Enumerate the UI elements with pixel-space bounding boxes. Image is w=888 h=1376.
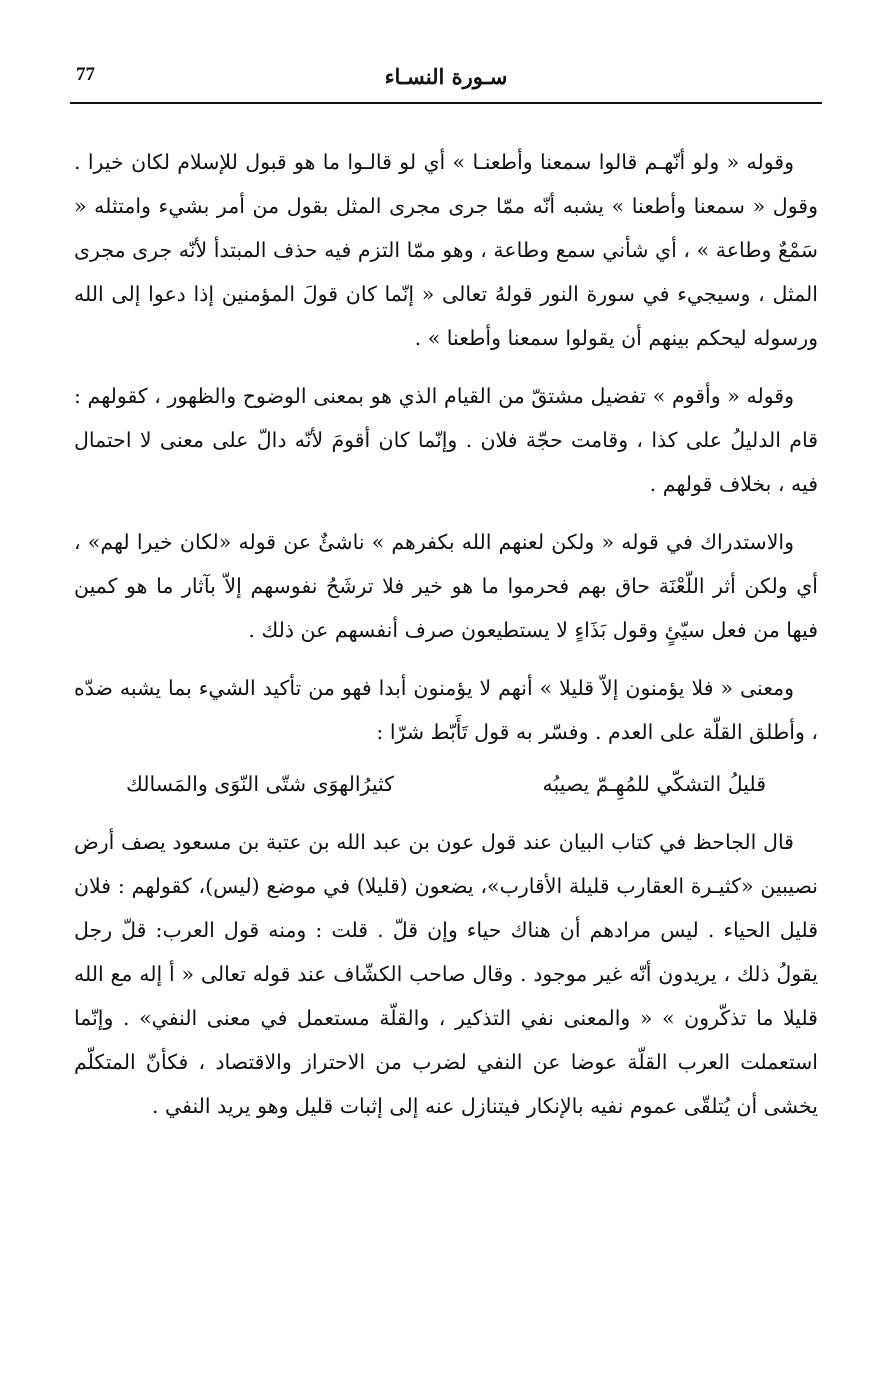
- verse-first-hemistich: قليلُ التشكّي للمُهِـمّ يصيبُه: [542, 772, 766, 796]
- page-number: 77: [76, 64, 95, 85]
- running-title: سـورة النسـاء: [384, 64, 508, 89]
- paragraph-4: ومعنى « فلا يؤمنون إلاّ قليلا » أنهم لا يؤمنون أبدا فهو من تأكيد الشيء بما يشبه ضدّه ، وأطلق القلّة على العدم . وفسّر به قول تَأَبّط شرّا :: [74, 676, 818, 744]
- paragraph-1: وقوله « ولو أنّهـم قالوا سمعنا وأطعنـا » أي لو قالـوا ما هو قبول للإسلام لكان خيرا . وقول « سمعنا وأطعنا » يشبه أنّه ممّا جرى مجرى المثل بقول من أمر بشيء وامتثله « سَمْعٌ وطاعة » ، أي شأني سمع وطاعة ، وهو ممّا التزم فيه حذف المبتدأ لأنّه جرى مجرى المثل ، وسيجيء في سورة النور قولهُ تعالى « إنّما كان قولَ المؤمنين إذا دعوا إلى الله ورسوله ليحكم بينهم أن يقولوا سمعنا وأطعنا » .: [74, 150, 818, 350]
- paragraph-5: قال الجاحظ في كتاب البيان عند قول عون بن عبد الله بن عتبة بن مسعود يصف أرض نصيبين «كثيـرة العقارب قليلة الأقارب»، يضعون (قليلا) في موضع (ليس)، كقولهم : فلان قليل الحياء . ليس مرادهم أن هناك حياء وإن قلّ . قلت : ومنه قول العرب: قلّ رجل يقولُ ذلك ، يريدون أنّه غير موجود . وقال صاحب الكشّاف عند قوله تعالى « أ إله مع الله قليلا ما تذكّرون » « والمعنى نفي التذكير ، والقلّة مستعمل في معنى النفي» . وإنّما استعملت العرب القلّة عوضا عن النفي لضرب من الاحتراز والاقتصاد ، فكأنّ المتكلّم يخشى أن يُتلقّى عموم نفيه بالإنكار فيتنازل عنه إلى إثبات قليل وهو يريد النفي .: [74, 830, 818, 1118]
- page-header: [70, 60, 822, 104]
- verse-second-hemistich: كثيرُالهوَى شتّى النّوَى والمَسالك: [126, 772, 394, 796]
- poetry-verse: [126, 762, 766, 806]
- paragraph-2: وقوله « وأقوم » تفضيل مشتقّ من القيام الذي هو بمعنى الوضوح والظهور ، كقولهم : قام الدليلُ على كذا ، وقامت حجّة فلان . وإنّما كان أقومَ لأنّه دالّ على معنى لا احتمال فيه ، بخلاف قولهم .: [74, 384, 818, 496]
- paragraph-3: والاستدراك في قوله « ولكن لعنهم الله بكفرهم » ناشئٌ عن قوله «لكان خيرا لهم» ، أي ولكن أثر اللّعْنَة حاق بهم فحرموا ما هو خير فلا ترشَحُ نفوسهم إلاّ بآثار ما هو كمين فيها من فعل سيّئٍ وقول بَذَاءٍ لا يستطيعون صرف أنفسهم عن ذلك .: [74, 530, 818, 642]
- header-rule: [70, 102, 822, 104]
- body-text: [74, 140, 818, 1128]
